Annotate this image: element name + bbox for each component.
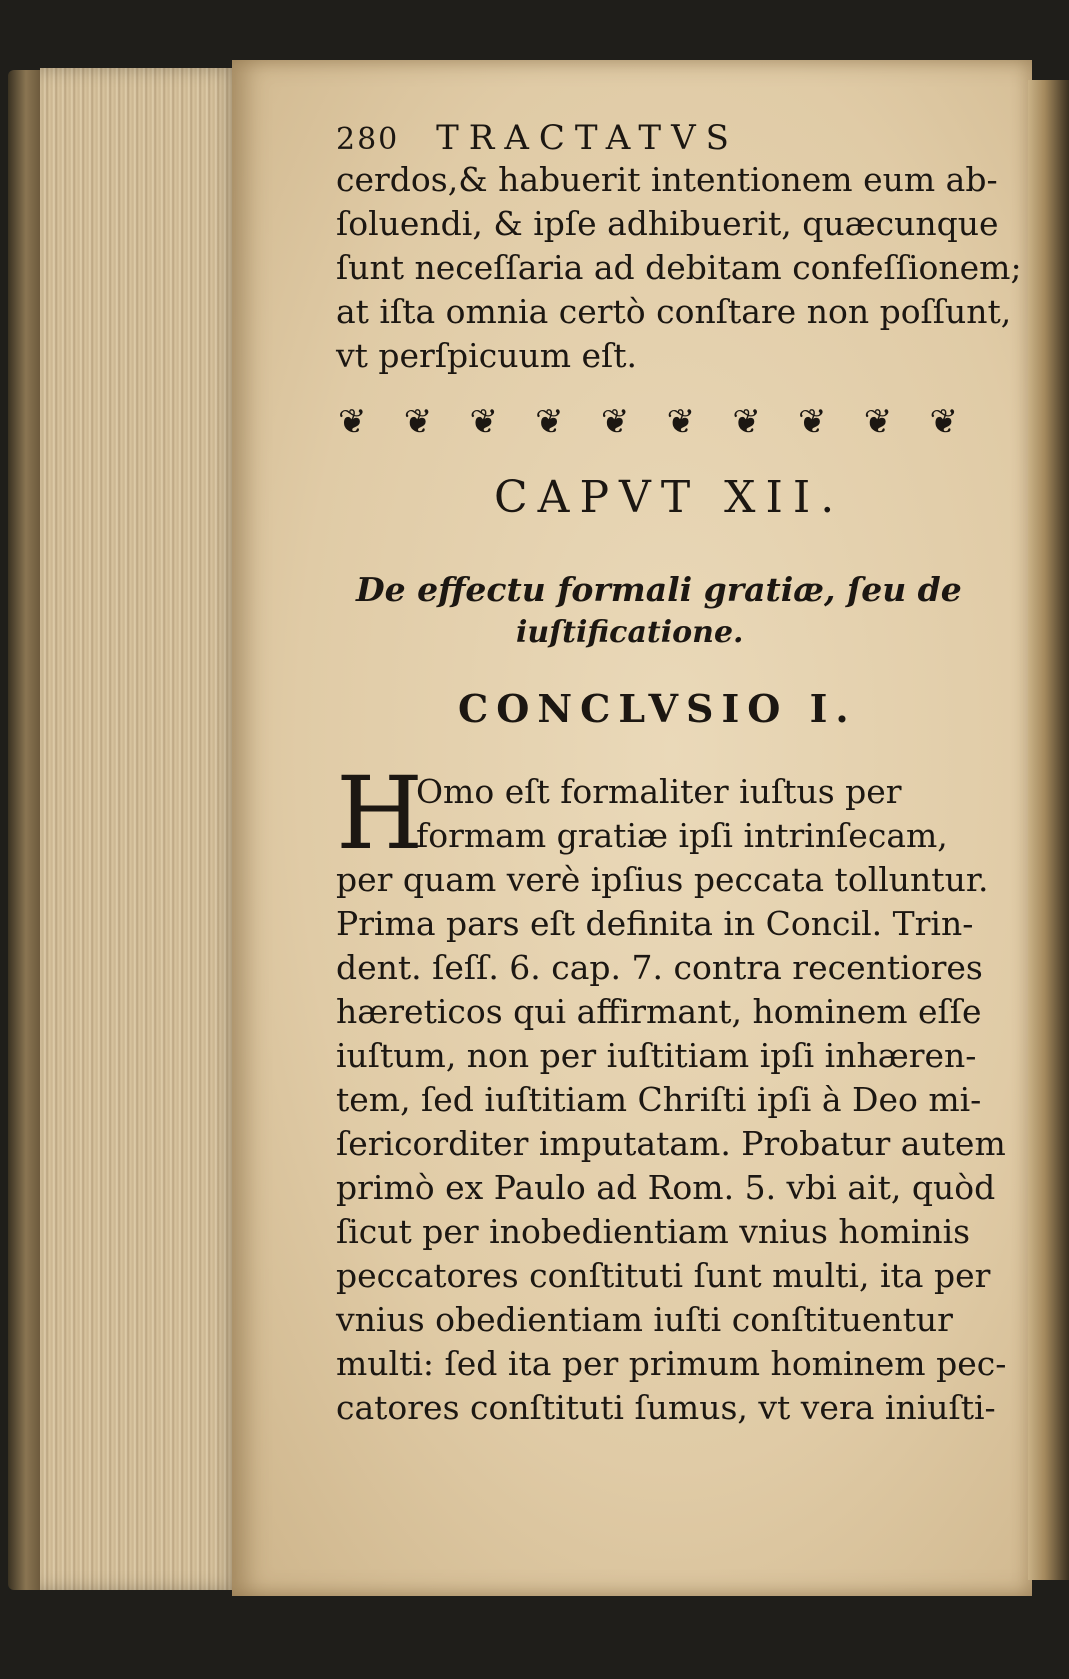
ornament-icon: ❦	[535, 402, 564, 442]
text-line: primò ex Paulo ad Rom. 5. vbi ait, quòd	[336, 1168, 996, 1207]
text-block-main	[336, 755, 1007, 1430]
text-block-top	[336, 158, 1022, 378]
chapter-subtitle: De effectu formali gratiæ, ſeu de	[356, 570, 962, 609]
ornament-icon: ❦	[863, 402, 893, 442]
chapter-heading: CAPVT XII.	[494, 472, 845, 523]
chapter-subtitle-continued: iuſtificatione.	[516, 615, 744, 650]
text-line: Prima pars eſt definita in Concil. Trin-	[336, 904, 974, 943]
text-line: tem, ſed iuſtitiam Chriſti ipſi à Deo mi-	[336, 1080, 982, 1119]
text-line: vnius obedientiam iuſti conſtituentur	[336, 1300, 953, 1339]
text-line: ſicut per inobedientiam vnius hominis	[336, 1212, 971, 1251]
text-line: vt perſpicuum eſt.	[336, 336, 637, 375]
ornament-icon: ❦	[403, 402, 433, 442]
ornament-icon: ❦	[798, 402, 827, 442]
text-line: catores conſtituti ſumus, vt vera iniuſti-	[336, 1388, 996, 1427]
conclusion-heading: CONCLVSIO I.	[458, 686, 857, 731]
ornament-icon: ❦	[929, 402, 958, 442]
text-line: per quam verè ipſius peccata tolluntur.	[336, 860, 989, 899]
ornament-icon: ❦	[666, 402, 696, 442]
text-line: cerdos,& habuerit intentionem eum ab-	[336, 160, 998, 199]
drop-cap-initial: H	[336, 755, 424, 872]
text-line: iuſtum, non per iuſtitiam ipſi inhæren-	[336, 1036, 977, 1075]
ornament-icon: ❦	[469, 402, 498, 442]
text-line: ſericorditer imputatam. Probatur autem	[336, 1124, 1006, 1163]
text-line: peccatores conſtituti ſunt multi, ita per	[336, 1256, 991, 1295]
ornament-icon: ❦	[600, 402, 630, 442]
text-line: ſoluendi, & ipſe adhibuerit, quæcunque	[336, 204, 999, 243]
running-title: TRACTATVS	[436, 118, 739, 158]
running-header	[336, 118, 956, 158]
text-line: formam gratiæ ipſi intrinſecam,	[416, 816, 948, 855]
text-line: ſunt neceſſaria ad debitam confeſſionem;	[336, 248, 1022, 287]
facing-page-edge	[1028, 80, 1069, 1580]
decorative-ornament-band	[338, 402, 958, 442]
text-line: dent. ſeſſ. 6. cap. 7. contra recentiores	[336, 948, 983, 987]
text-line: Omo eſt formaliter iuſtus per	[416, 772, 902, 811]
page-number: 280	[336, 122, 400, 157]
text-line: hæreticos qui affirmant, hominem eſſe	[336, 992, 982, 1031]
text-line: at iſta omnia certò conſtare non poſſunt,	[336, 292, 1012, 331]
ornament-icon: ❦	[732, 402, 761, 442]
page-block-edges	[40, 68, 240, 1590]
text-line: multi: ſed ita per primum hominem pec-	[336, 1344, 1007, 1383]
ornament-icon: ❦	[338, 402, 367, 442]
